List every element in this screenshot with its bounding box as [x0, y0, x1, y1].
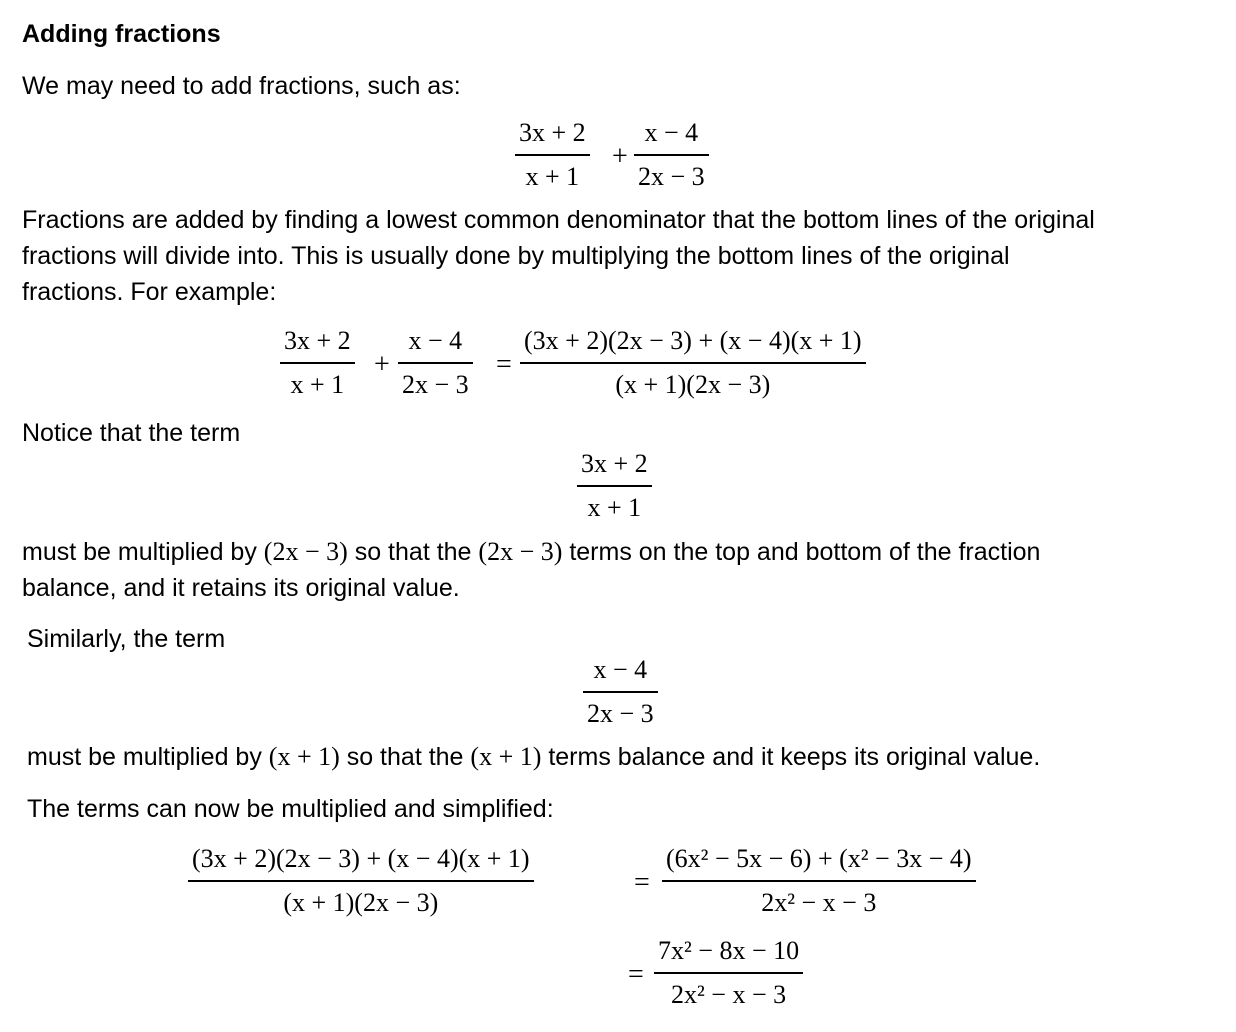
- equals-sign: =: [634, 867, 650, 898]
- combined-fraction: [520, 324, 866, 402]
- text-segment: so that the: [339, 743, 471, 771]
- text-segment: so that the: [347, 538, 479, 566]
- math-expression: (2x − 3): [478, 537, 563, 566]
- fraction-a-numerator: 3x + 2: [581, 449, 648, 478]
- fraction-bar: [634, 154, 709, 156]
- fraction-b-numerator: x − 4: [644, 118, 699, 147]
- plus-sign: +: [374, 349, 390, 380]
- math-expression: (x + 1): [268, 742, 340, 771]
- paragraph-line: fractions. For example:: [22, 278, 277, 306]
- combined-fraction: [188, 842, 534, 920]
- paragraph-line: [22, 534, 1040, 570]
- fraction-a: [577, 447, 652, 525]
- text-segment: must be multiplied by: [27, 743, 269, 771]
- fraction-a-denominator: x + 1: [587, 492, 642, 522]
- expanded-fraction: [662, 842, 976, 920]
- fraction-bar: [515, 154, 590, 156]
- final-denominator: 2x² − x − 3: [671, 979, 787, 1009]
- paragraph-line: Fractions are added by finding a lowest common denominator that the bottom lines of the original: [22, 206, 1095, 234]
- fraction-bar: [583, 691, 658, 693]
- fraction-bar: [577, 485, 652, 487]
- fraction-b: [583, 653, 658, 731]
- similarly-text: Similarly, the term: [27, 625, 226, 653]
- fraction-a-numerator: 3x + 2: [519, 118, 586, 147]
- paragraph-line: balance, and it retains its original value.: [22, 574, 460, 602]
- paragraph-line: [27, 739, 1040, 775]
- fraction-b-denominator: 2x − 3: [402, 369, 469, 399]
- expanded-numerator: (6x² − 5x − 6) + (x² − 3x − 4): [666, 844, 972, 873]
- intro-text: We may need to add fractions, such as:: [22, 72, 461, 100]
- text-segment: must be multiplied by: [22, 538, 264, 566]
- fraction-a: [515, 116, 590, 194]
- fraction-bar: [520, 362, 866, 364]
- terms-now-text: The terms can now be multiplied and simplified:: [27, 795, 554, 823]
- fraction-a: [280, 324, 355, 402]
- plus-sign: +: [612, 141, 628, 172]
- math-expression: (2x − 3): [263, 537, 348, 566]
- fraction-b-denominator: 2x − 3: [638, 161, 705, 191]
- paragraph-line: fractions will divide into. This is usually done by multiplying the bottom lines of the original: [22, 242, 1010, 270]
- fraction-b: [398, 324, 473, 402]
- fraction-bar: [654, 972, 803, 974]
- fraction-b-numerator: x − 4: [593, 655, 648, 684]
- fraction-b-numerator: x − 4: [408, 326, 463, 355]
- fraction-bar: [188, 880, 534, 882]
- math-expression: (x + 1): [470, 742, 542, 771]
- fraction-bar: [398, 362, 473, 364]
- fraction-a-numerator: 3x + 2: [284, 326, 351, 355]
- final-numerator: 7x² − 8x − 10: [658, 936, 800, 965]
- fraction-bar: [280, 362, 355, 364]
- combined-numerator: (3x + 2)(2x − 3) + (x − 4)(x + 1): [192, 844, 530, 873]
- combined-numerator: (3x + 2)(2x − 3) + (x − 4)(x + 1): [524, 326, 862, 355]
- fraction-b-denominator: 2x − 3: [587, 698, 654, 728]
- final-fraction: [654, 934, 803, 1012]
- fraction-a-denominator: x + 1: [290, 369, 345, 399]
- fraction-b: [634, 116, 709, 194]
- fraction-bar: [662, 880, 976, 882]
- equals-sign: =: [628, 959, 644, 990]
- text-segment: terms balance and it keeps its original value.: [541, 743, 1041, 771]
- notice-text: Notice that the term: [22, 419, 241, 447]
- text-segment: terms on the top and bottom of the fraction: [562, 538, 1041, 566]
- equals-sign: =: [496, 349, 512, 380]
- page-title: Adding fractions: [22, 20, 221, 48]
- fraction-a-denominator: x + 1: [525, 161, 580, 191]
- combined-denominator: (x + 1)(2x − 3): [615, 369, 771, 399]
- expanded-denominator: 2x² − x − 3: [761, 887, 877, 917]
- combined-denominator: (x + 1)(2x − 3): [283, 887, 439, 917]
